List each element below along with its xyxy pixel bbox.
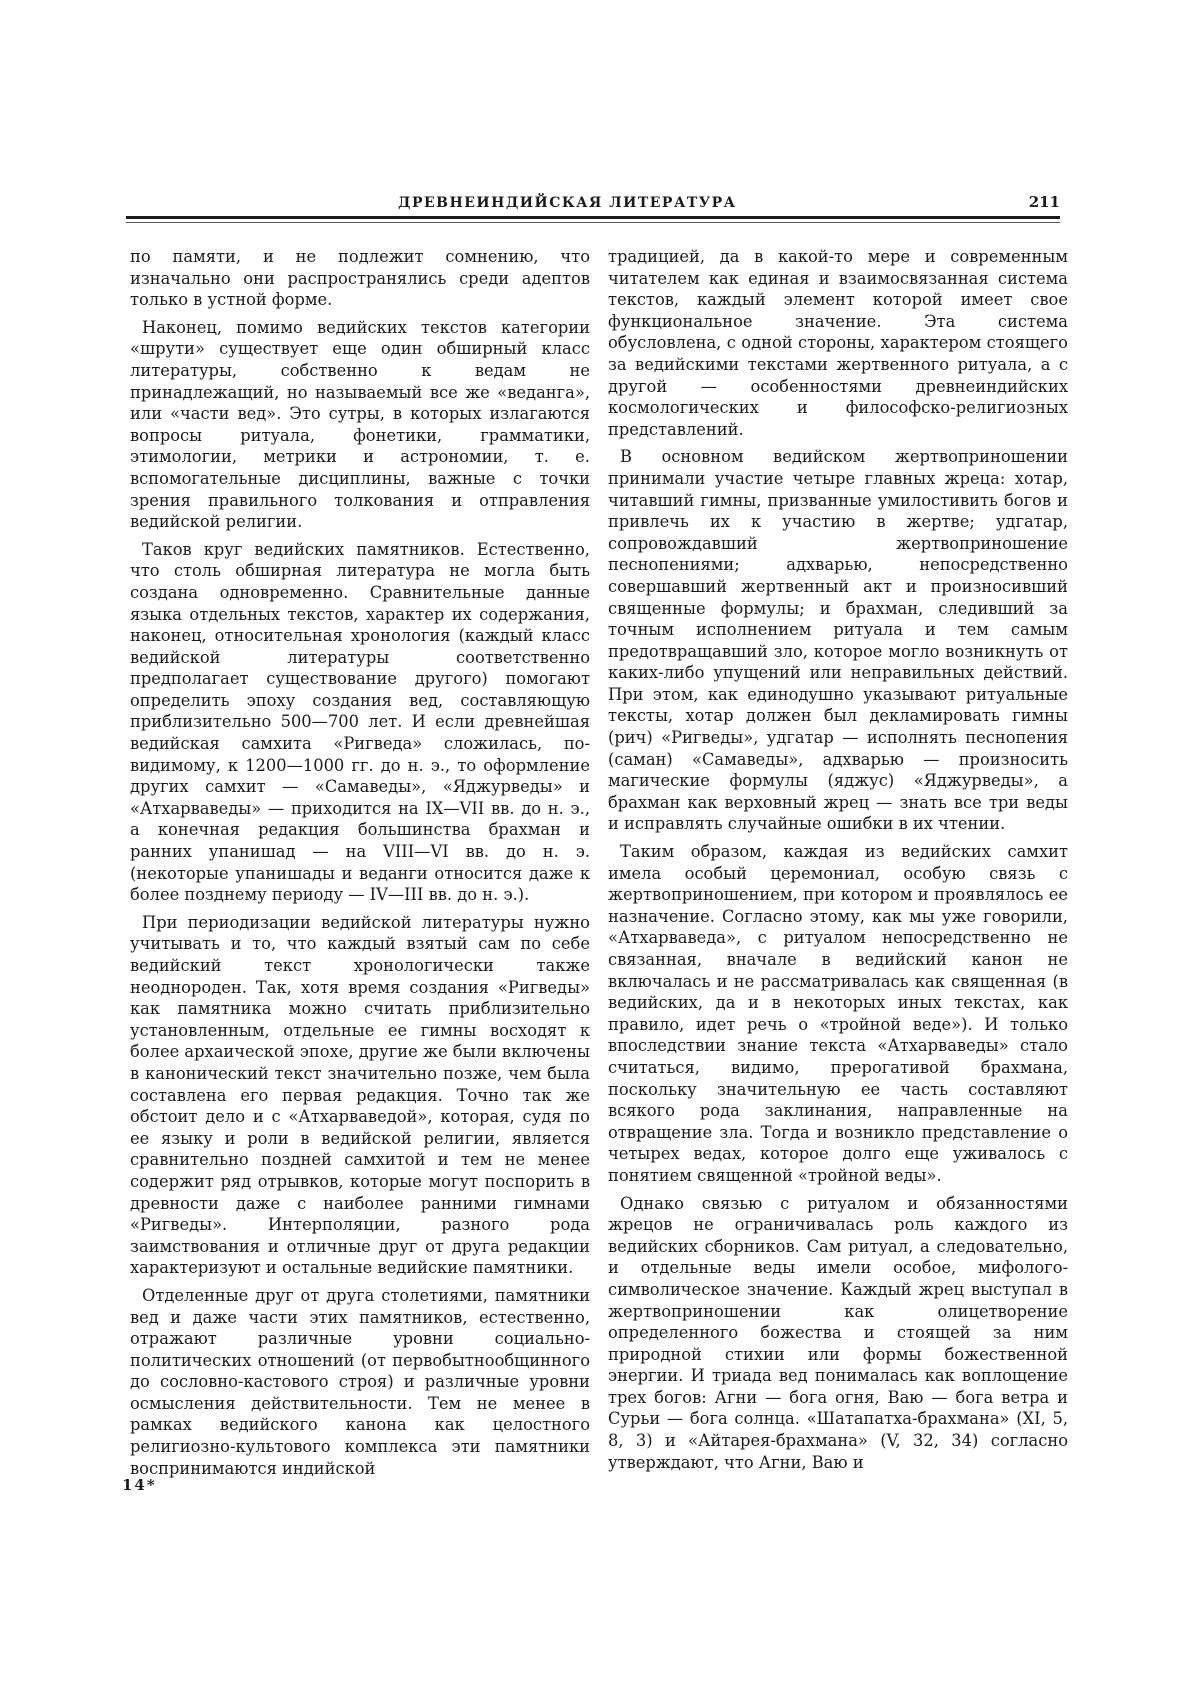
header-rule-thin bbox=[126, 222, 1060, 223]
paragraph: В основном ведийском жертвоприношении принимали участие четыре главных жреца: хотар, читавший гимны, призванные умилостивить богов и привлечь их к участию в жертве; удгатар, сопровождавший жертвоприношение песнопениями; адхварью, непосредственно совершавший жертвенный акт и произносивший священные формулы; и брахман, следивший за точным исполнением ритуала и тем самым предотвращавший зло, которое могло возникнуть от каких-либо упущений или неправильных действий. При этом, как единодушно указывают ритуальные тексты, хотар должен был декламировать гимны (рич) «Ригведы», удгатар — исполнять песнопения (саман) «Самаведы», адхварью — произносить магические формулы (яджус) «Яджурведы», а брахман как верховный жрец — знать все три веды и исправлять случайные ошибки в их чтении. bbox=[608, 447, 1068, 834]
signature-mark: 14* bbox=[122, 1476, 157, 1494]
page-number: 211 bbox=[1028, 193, 1060, 211]
paragraph: по памяти, и не подлежит сомнению, что изначально они распространялись среди адептов только в устной форме. bbox=[130, 247, 590, 310]
paragraph: Отделенные друг от друга столетиями, памятники вед и даже части этих памятников, естественно, отражают различные уровни социально-политических отношений (от первобытнообщинного до сословно-кастового строя) и различные уровни осмысления действительности. Тем не менее в рамках ведийского канона как целостного религиозно-культового комплекса эти памятники воспринимаются индийской bbox=[130, 1285, 590, 1478]
paragraph: традицией, да в какой-то мере и современным читателем как единая и взаимосвязанная система текстов, каждый элемент которой имеет свое функциональное значение. Эта система обусловлена, с одной стороны, характером стоящего за ведийскими текстами жертвенного ритуала, а с другой — особенностями древнеиндийских космологических и философско-религиозных представлений. bbox=[608, 247, 1068, 439]
right-column bbox=[608, 246, 1068, 1479]
paragraph: При периодизации ведийской литературы нужно учитывать и то, что каждый взятый сам по себе ведийский текст хронологически также неоднороден. Так, хотя время создания «Ригведы» как памятника можно считать приблизительно установленным, отдельные ее гимны восходят к более архаической эпохе, другие же были включены в канонический текст значительно позже, чем была составлена его первая редакция. Точно так же обстоит дело и с «Атхарваведой», которая, судя по ее языку и роли в ведийской религии, является сравнительно поздней самхитой и тем не менее содержит ряд отрывков, которые могут поспорить в древности даже с наиболее ранними гимнами «Ригведы». Интерполяции, разного рода заимствования и отличные друг от друга редакции характеризуют и остальные ведийские памятники. bbox=[130, 912, 590, 1278]
paragraph: Таков круг ведийских памятников. Естественно, что столь обширная литература не могла быть создана одновременно. Сравнительные данные языка отдельных текстов, характер их содержания, наконец, относительная хронология (каждый класс ведийской литературы соответственно предполагает существование другого) помогают определить эпоху создания вед, составляющую приблизительно 500—700 лет. И если древнейшая ведийская самхита «Ригведа» сложилась, по-видимому, к 1200—1000 гг. до н. э., то оформление других самхит — «Самаведы», «Яджурведы» и «Атхарваведы» — приходится на IX—VII вв. до н. э., а конечная редакция большинства брахман и ранних упанишад — на VIII—VI вв. до н. э. (некоторые упанишады и веданги относится даже к более позднему периоду — IV—III вв. до н. э.). bbox=[130, 539, 590, 905]
header-rule bbox=[126, 216, 1060, 219]
paragraph: Наконец, помимо ведийских текстов категории «шрути» существует еще один обширный класс литературы, собственно к ведам не принадлежащий, но называемый все же «веданга», или «части вед». Это сутры, в которых излагаются вопросы ритуала, фонетики, грамматики, этимологии, метрики и астрономии, т. е. вспомогательные дисциплины, важные с точки зрения правильного толкования и отправления ведийской религии. bbox=[130, 317, 590, 532]
left-column bbox=[130, 246, 590, 1485]
running-head bbox=[130, 193, 1060, 213]
paragraph: Таким образом, каждая из ведийских самхит имела особый церемониал, особую связь с жертвоприношением, при котором и проявлялось ее назначение. Согласно этому, как мы уже говорили, «Атхарваведа», с ритуалом непосредственно не связанная, вначале в ведийский канон не включалась и не рассматривалась как священная (в ведийских, да и в некоторых иных текстах, как правило, идет речь о «тройной веде»). И только впоследствии знание текста «Атхарваведы» стало считаться, видимо, прерогативой брахмана, поскольку значительную ее часть составляют всякого рода заклинания, направленные на отвращение зла. Тогда и возникло представление о четырех ведах, которое долго еще уживалось с понятием священной «тройной веды». bbox=[608, 842, 1068, 1185]
running-title: ДРЕВНЕИНДИЙСКАЯ ЛИТЕРАТУРА bbox=[398, 195, 737, 211]
paragraph: Однако связью с ритуалом и обязанностями жрецов не ограничивалась роль каждого из ведийских сборников. Сам ритуал, а следовательно, и отдельные веды имели особое, мифолого-символическое значение. Каждый жрец выступал в жертвоприношении как олицетворение определенного божества и стоящей за ним природной стихии или формы божественной энергии. И триада вед понималась как воплощение трех богов: Агни — бога огня, Ваю — бога ветра и Сурьи — бога солнца. «Шатапатха-брахмана» (XI, 5, 8, 3) и «Айтарея-брахмана» (V, 32, 34) согласно утверждают, что Агни, Ваю и bbox=[608, 1193, 1068, 1472]
